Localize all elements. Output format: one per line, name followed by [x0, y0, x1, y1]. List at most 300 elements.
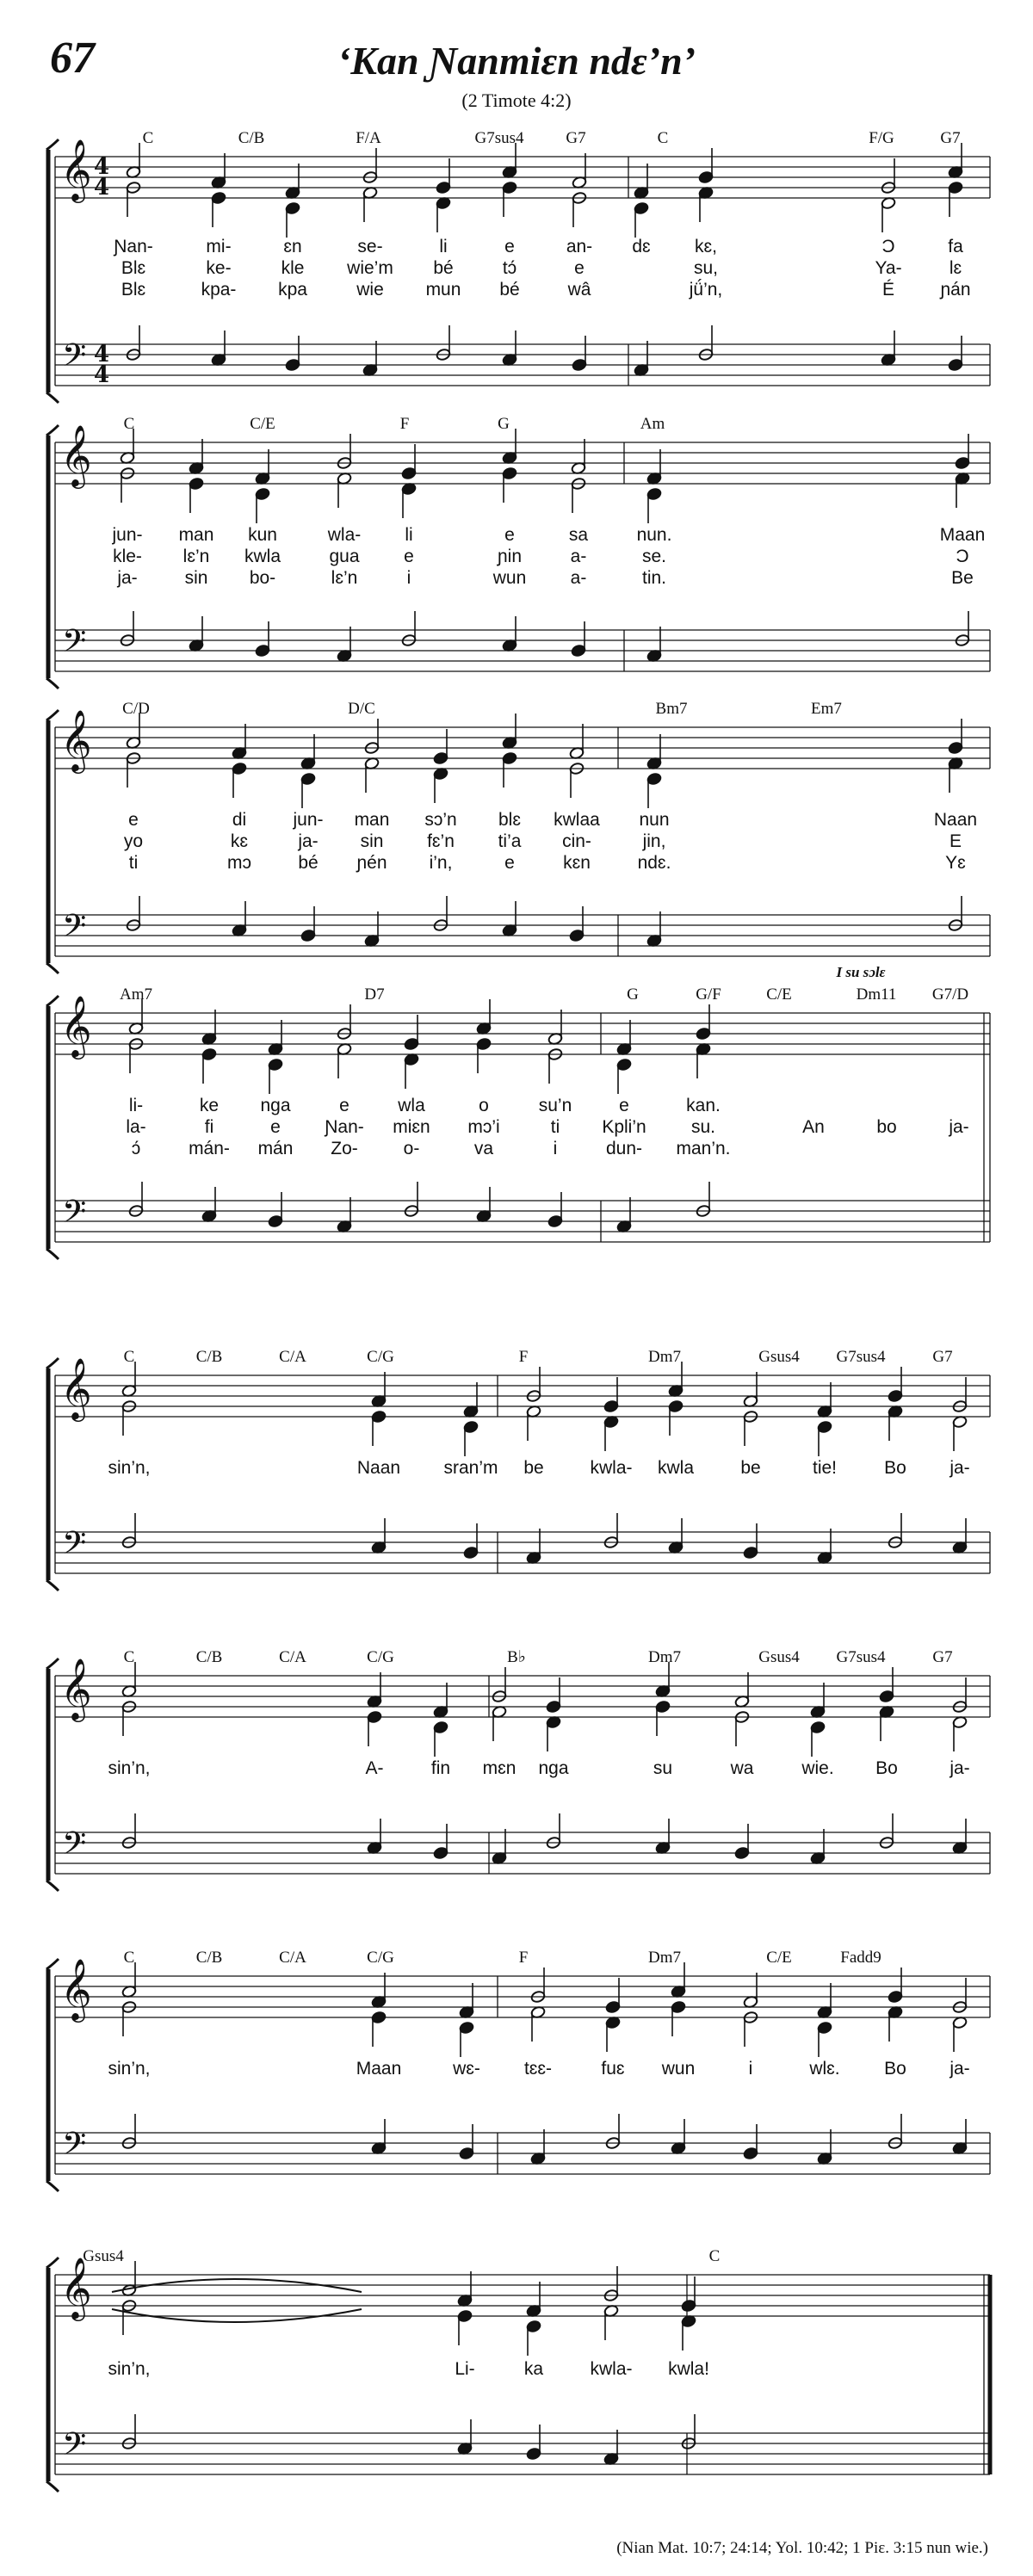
bass-note [120, 611, 135, 647]
lyric-syllable: ja- [298, 831, 319, 851]
chord-symbol: F [518, 1949, 529, 1967]
bass-note [126, 896, 141, 932]
alto-note [300, 772, 316, 808]
alto-note [546, 1715, 561, 1751]
lyric-syllable: jun- [293, 810, 324, 830]
lyric-syllable: ti [550, 1117, 560, 1137]
time-signature-top: 4 [93, 342, 110, 368]
melody-note [255, 449, 270, 485]
alto-note [526, 2320, 541, 2356]
chord-symbol: Gsus4 [758, 1348, 800, 1366]
melody-note [743, 1973, 758, 2009]
chord-symbol: G [498, 415, 510, 433]
lyric-syllable: bo [876, 1117, 897, 1137]
bass-note [362, 341, 378, 377]
melody-note [362, 148, 378, 184]
melody-note [547, 1010, 563, 1046]
lyric-syllable: Maan [356, 2059, 402, 2079]
bass-note [655, 1819, 671, 1855]
bracket-hook [46, 2258, 59, 2268]
bass-note [121, 1813, 137, 1850]
melody-note [952, 1677, 968, 1714]
bass-note [668, 1518, 684, 1554]
lyric-syllable: kɛ [230, 831, 249, 851]
alto-note [433, 1720, 448, 1757]
melody-note [433, 1683, 448, 1719]
lyric-syllable: tie! [812, 1458, 838, 1478]
chord-symbol: G7 [932, 1348, 953, 1366]
alto-note [681, 2314, 696, 2351]
bass-staff [55, 1832, 990, 1874]
bass-note [128, 1182, 144, 1218]
lyric-syllable: ɛn [283, 237, 302, 256]
alto-note [463, 1420, 479, 1456]
lyric-syllable: a- [570, 547, 587, 566]
bass-note [571, 621, 586, 658]
bass-note [526, 2425, 541, 2461]
melody-note [879, 1667, 894, 1703]
lyric-syllable: fuɛ [601, 2059, 625, 2079]
melody-note [502, 713, 517, 750]
bass-note [126, 325, 141, 361]
lyric-syllable: e [404, 547, 414, 566]
bracket-hook [46, 1959, 59, 1969]
chord-symbol: C/B [195, 1348, 223, 1366]
chord-symbol: F [399, 415, 410, 433]
lyric-syllable: jǘ’n, [689, 280, 723, 300]
alto-note [817, 1420, 832, 1456]
melody-note [367, 1672, 382, 1708]
chord-symbol: C/B [195, 1648, 223, 1666]
chord-symbol: G7/D [931, 985, 969, 1004]
alto-note [457, 2309, 473, 2345]
bass-note [743, 2124, 758, 2160]
alto-note [888, 1405, 903, 1441]
alto-note [121, 1700, 137, 1736]
melody-note [492, 1667, 507, 1703]
chord-symbol: C/G [367, 1949, 394, 1967]
chord-symbol: Am [640, 415, 665, 433]
chord-symbol: F/G [869, 129, 894, 147]
melody-note [459, 1983, 474, 2019]
time-signature-bottom: 4 [93, 175, 110, 201]
alto-note [952, 2016, 968, 2052]
bass-note [433, 1824, 448, 1860]
treble-staff [55, 1976, 990, 2017]
lyric-syllable: e [270, 1117, 281, 1137]
lyric-syllable: ke [199, 1096, 220, 1115]
bass-note [810, 1829, 826, 1865]
lyric-syllable: ɔ́ [131, 1139, 141, 1158]
alto-note [126, 181, 141, 217]
melody-note [671, 1962, 686, 1998]
bracket-hook [46, 2481, 59, 2492]
lyric-syllable: wie. [801, 1758, 834, 1778]
treble-clef-icon: 𝄞 [60, 138, 92, 201]
lyric-syllable: ja- [949, 1758, 970, 1778]
bracket-hook [46, 1358, 59, 1368]
lyric-syllable: e [504, 525, 515, 545]
chord-symbol: Gsus4 [758, 1648, 800, 1666]
lyric-syllable: sin’n, [108, 2059, 151, 2079]
lyric-syllable: nga [538, 1758, 569, 1778]
bass-note [189, 616, 204, 652]
lyric-syllable: su, [693, 258, 719, 278]
alto-note [189, 477, 204, 513]
melody-note [881, 158, 896, 195]
lyric-syllable: e [128, 810, 139, 830]
lyric-syllable: su. [690, 1117, 716, 1137]
lyric-syllable: Kpli’n [602, 1117, 646, 1137]
treble-clef-icon: 𝄞 [60, 708, 92, 771]
bass-note [476, 1187, 492, 1223]
lyric-syllable: fɛ’n [427, 831, 455, 851]
bass-note [952, 2119, 968, 2155]
bass-note [300, 906, 316, 942]
chord-symbol: Dm7 [648, 1949, 681, 1967]
bass-note [603, 1513, 619, 1549]
lyric-syllable: ja- [949, 1458, 970, 1478]
time-signature-bottom: 4 [93, 362, 110, 388]
treble-clef-icon: 𝄞 [60, 2256, 92, 2319]
lyric-syllable: Naan [356, 1458, 401, 1478]
lyric-syllable: sin’n, [108, 1758, 151, 1778]
alto-note [571, 477, 586, 513]
bracket-hook [46, 996, 59, 1006]
bass-note [364, 911, 380, 948]
alto-note [810, 1720, 826, 1757]
alto-note [603, 1415, 619, 1451]
bass-note [121, 2414, 137, 2450]
treble-clef-icon: 𝄞 [60, 994, 92, 1057]
lyric-syllable: di [232, 810, 247, 830]
melody-note [337, 434, 352, 470]
bass-note [201, 1187, 217, 1223]
alto-note [255, 487, 270, 523]
melody-note [569, 724, 585, 760]
bass-clef-icon: 𝄢 [62, 2426, 87, 2470]
time-signature-top: 4 [93, 154, 110, 180]
lyric-syllable: dɛ [632, 237, 651, 256]
chord-symbol: Gsus4 [83, 2247, 124, 2265]
melody-note [211, 153, 226, 189]
melody-note [888, 1968, 903, 2004]
melody-note [120, 429, 135, 465]
lyric-syllable: sin [184, 568, 208, 588]
alto-note [268, 1058, 283, 1094]
alto-note [401, 482, 417, 518]
lyric-syllable: se. [641, 547, 667, 566]
lyric-syllable: wâ [567, 280, 591, 300]
melody-note [526, 2282, 541, 2318]
lyric-syllable: li [439, 237, 448, 256]
lyric-syllable: e [339, 1096, 349, 1115]
lyric-syllable: i [748, 2059, 753, 2079]
chord-symbol: Dm7 [648, 1648, 681, 1666]
chord-symbol: G/F [696, 985, 721, 1004]
lyric-syllable: Blɛ [121, 258, 146, 278]
lyric-syllable: Zo- [331, 1139, 358, 1158]
chord-symbol: C/A [279, 1949, 306, 1967]
lyric-syllable: man [354, 810, 390, 830]
melody-note [681, 2276, 696, 2313]
lyric-syllable: kle- [113, 547, 142, 566]
lyric-syllable: Maan [939, 525, 986, 545]
chord-symbol: C/E [250, 415, 275, 433]
treble-clef-icon: 𝄞 [60, 1356, 92, 1419]
bass-note [817, 2129, 832, 2165]
lyric-syllable: se- [357, 237, 383, 256]
alto-note [743, 2011, 758, 2047]
lyric-syllable: dun- [605, 1139, 643, 1158]
lyric-syllable: miɛn [393, 1117, 430, 1137]
alto-note [952, 1415, 968, 1451]
alto-note [433, 767, 448, 803]
hymn-number: 67 [50, 34, 95, 83]
lyric-syllable: wa [730, 1758, 754, 1778]
chord-symbol: C [123, 415, 135, 433]
lyric-syllable: Li- [455, 2359, 475, 2379]
bass-clef-icon: 𝄢 [62, 337, 87, 381]
melody-note [457, 2271, 473, 2307]
bracket-hook [46, 710, 59, 720]
bass-note [268, 1192, 283, 1228]
lyric-syllable: lɛ [949, 258, 962, 278]
alto-note [605, 2016, 621, 2052]
melody-note [436, 158, 451, 195]
lyric-syllable: mán [257, 1139, 294, 1158]
lyric-syllable: bé [433, 258, 454, 278]
bass-note [526, 1529, 541, 1565]
lyric-syllable: Ɔ [881, 237, 895, 256]
lyric-syllable: kan. [686, 1096, 721, 1115]
lyric-syllable: kwla! [668, 2359, 709, 2379]
bass-note [404, 1182, 419, 1218]
alto-note [668, 1399, 684, 1436]
lyric-syllable: Ɔ [956, 547, 969, 566]
bass-note [948, 336, 963, 372]
lyric-syllable: Ɲan- [325, 1117, 364, 1137]
melody-note [952, 1377, 968, 1413]
lyric-syllable: Bo [884, 1458, 906, 1478]
bass-note [371, 1518, 387, 1554]
alto-note [492, 1705, 507, 1741]
lyric-syllable: kwla- [590, 2359, 633, 2379]
melody-note [300, 734, 316, 770]
melody-note [128, 999, 144, 1035]
bass-note [492, 1829, 507, 1865]
alto-note [371, 2011, 387, 2047]
bracket-hook [46, 1881, 59, 1891]
lyric-syllable: Ya- [875, 258, 902, 278]
lyric-syllable: wie [356, 280, 384, 300]
lyric-syllable: li [405, 525, 413, 545]
bass-note [337, 627, 352, 663]
lyric-syllable: tɔ́ [502, 258, 517, 278]
melody-note [546, 1677, 561, 1714]
alto-note [696, 1042, 711, 1078]
bass-clef-icon: 𝄢 [62, 908, 87, 952]
bass-note [285, 336, 300, 372]
melody-note [401, 444, 417, 480]
bass-note [698, 325, 714, 361]
refrain-cue: I su sɔlɛ [836, 964, 886, 980]
treble-clef-icon: 𝄞 [60, 1957, 92, 2020]
melody-note [268, 1020, 283, 1056]
alto-note [337, 472, 352, 508]
alto-note [881, 196, 896, 232]
melody-note [121, 1362, 137, 1398]
lyric-syllable: Bo [875, 1758, 898, 1778]
melody-note [603, 2266, 619, 2302]
alto-note [502, 466, 517, 503]
lyric-syllable: A- [365, 1758, 384, 1778]
melody-note [888, 1367, 903, 1403]
treble-staff [55, 1013, 990, 1054]
alto-note [362, 186, 378, 222]
bracket-hook [46, 139, 59, 150]
melody-note [232, 724, 247, 760]
alto-note [526, 1405, 541, 1441]
melody-note [948, 143, 963, 179]
melody-note [285, 164, 300, 200]
chord-symbol: G7 [566, 129, 586, 147]
lyric-syllable: E [949, 831, 962, 851]
bass-staff [55, 915, 990, 956]
lyric-syllable: su [653, 1758, 673, 1778]
melody-note [404, 1015, 419, 1051]
alto-note [120, 466, 135, 503]
bass-note [502, 901, 517, 937]
alto-note [364, 757, 380, 793]
treble-clef-icon: 𝄞 [60, 423, 92, 486]
lyric-syllable: Ɲan- [114, 237, 153, 256]
chord-symbol: C/A [279, 1648, 306, 1666]
bass-clef-icon: 𝄢 [62, 2126, 87, 2170]
melody-note [952, 1978, 968, 2014]
lyric-syllable: e [504, 237, 515, 256]
alto-note [734, 1710, 750, 1746]
alto-note [285, 201, 300, 238]
bass-note [671, 2119, 686, 2155]
chord-symbol: C [142, 129, 154, 147]
melody-note [337, 1004, 352, 1041]
bass-staff [55, 2133, 990, 2174]
lyric-syllable: wla- [327, 525, 362, 545]
chord-symbol: G7sus4 [836, 1648, 886, 1666]
lyric-syllable: fi [204, 1117, 214, 1137]
alto-note [459, 2021, 474, 2057]
chord-symbol: C [123, 1949, 135, 1967]
chord-symbol: D/C [348, 700, 375, 718]
bracket-hook [46, 678, 59, 689]
lyric-syllable: kle [281, 258, 305, 278]
alto-note [337, 1042, 352, 1078]
chord-symbol: C/G [367, 1348, 394, 1366]
alto-note [572, 191, 587, 227]
lyric-syllable: la- [126, 1117, 146, 1137]
lyric-syllable: nga [260, 1096, 291, 1115]
melody-note [476, 999, 492, 1035]
lyric-syllable: sa [568, 525, 589, 545]
melody-note [121, 1662, 137, 1698]
bass-clef-icon: 𝄢 [62, 1825, 87, 1869]
bass-note [502, 616, 517, 652]
chord-symbol: Am7 [120, 985, 152, 1004]
lyric-syllable: lɛ’n [182, 547, 210, 566]
melody-note [817, 1983, 832, 2019]
alto-note [817, 2021, 832, 2057]
chord-symbol: G7sus4 [474, 129, 524, 147]
treble-staff [55, 157, 990, 198]
bass-note [948, 896, 963, 932]
bass-note [955, 611, 970, 647]
treble-staff [55, 1676, 990, 1717]
lyric-syllable: tin. [641, 568, 667, 588]
lyric-syllable: bo- [249, 568, 276, 588]
alto-note [698, 186, 714, 222]
alto-note [888, 2005, 903, 2042]
chord-symbol: Em7 [811, 700, 842, 718]
bracket-hook [46, 1659, 59, 1669]
alto-note [502, 751, 517, 788]
bass-note [634, 341, 649, 377]
melody-note [571, 439, 586, 475]
lyric-syllable: be [740, 1458, 761, 1478]
footer-references: (Nian Mat. 10:7; 24:14; Yol. 10:42; 1 Piɛ. 3:15 nun wie.) [616, 2539, 988, 2557]
lyric-syllable: mun [425, 280, 461, 300]
alto-note [634, 201, 649, 238]
bass-note [952, 1518, 968, 1554]
bass-note [603, 2430, 619, 2466]
bass-note [572, 336, 587, 372]
bracket-hook [46, 425, 59, 436]
bass-staff [55, 2433, 990, 2474]
lyric-syllable: mɔ [227, 853, 251, 873]
alto-note [126, 751, 141, 788]
lyric-syllable: e [619, 1096, 629, 1115]
chord-symbol: Bm7 [655, 700, 688, 718]
melody-note [530, 1968, 546, 2004]
melody-note [502, 143, 517, 179]
bass-note [436, 325, 451, 361]
lyric-syllable: e [574, 258, 585, 278]
melody-note [364, 719, 380, 755]
melody-note [433, 729, 448, 765]
lyric-syllable: kun [248, 525, 277, 545]
chord-symbol: C [657, 129, 669, 147]
lyric-syllable: sin [360, 831, 384, 851]
lyric-syllable: wun [661, 2059, 696, 2079]
lyric-syllable: a- [570, 568, 587, 588]
lyric-syllable: o- [403, 1139, 420, 1158]
lyric-syllable: kpa- [201, 280, 237, 300]
lyric-syllable: kwlaa [554, 810, 600, 830]
chord-symbol: C [123, 1648, 135, 1666]
melody-note [668, 1362, 684, 1398]
lyric-syllable: gua [329, 547, 360, 566]
lyric-syllable: sɔ’n [424, 810, 457, 830]
lyric-syllable: bé [298, 853, 319, 873]
melody-note [126, 713, 141, 750]
melody-note [955, 434, 970, 470]
alto-note [948, 181, 963, 217]
lyric-syllable: Be [951, 568, 974, 588]
lyric-syllable: kwla [244, 547, 281, 566]
bass-clef-icon: 𝄢 [62, 1194, 87, 1238]
chord-symbol: Fadd9 [840, 1949, 881, 1967]
melody-note [696, 1004, 711, 1041]
